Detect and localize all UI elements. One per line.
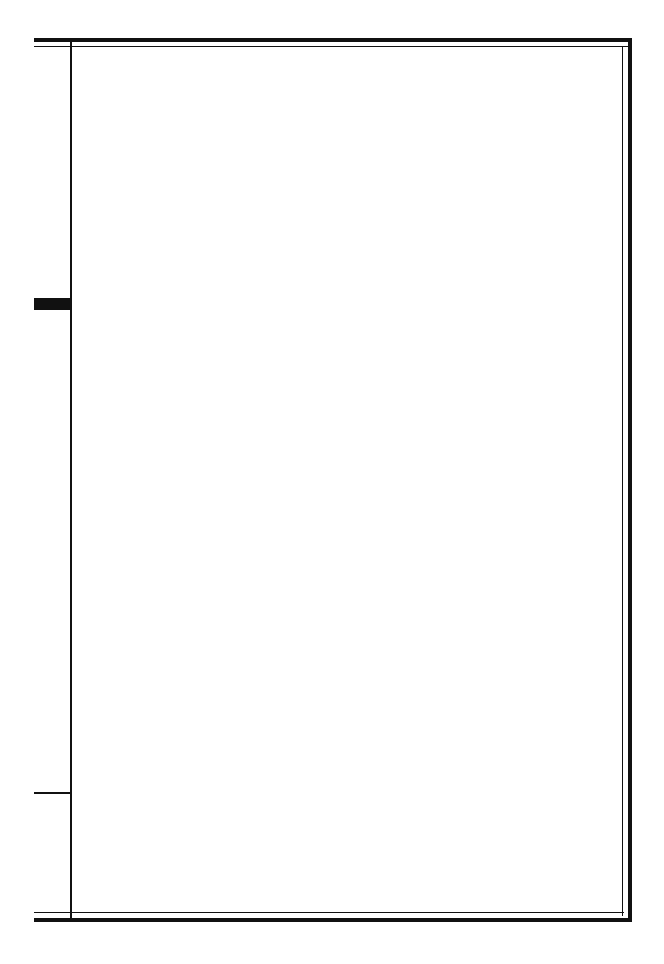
margin-divider (70, 42, 72, 918)
top-border-inner (34, 46, 632, 47)
top-border (34, 38, 632, 42)
fishtail-mark-bottom (34, 792, 70, 794)
right-border (628, 38, 632, 922)
fishtail-mark (34, 298, 70, 310)
bottom-border-inner (34, 912, 624, 913)
bottom-border (34, 918, 632, 922)
right-border-inner (622, 46, 623, 916)
